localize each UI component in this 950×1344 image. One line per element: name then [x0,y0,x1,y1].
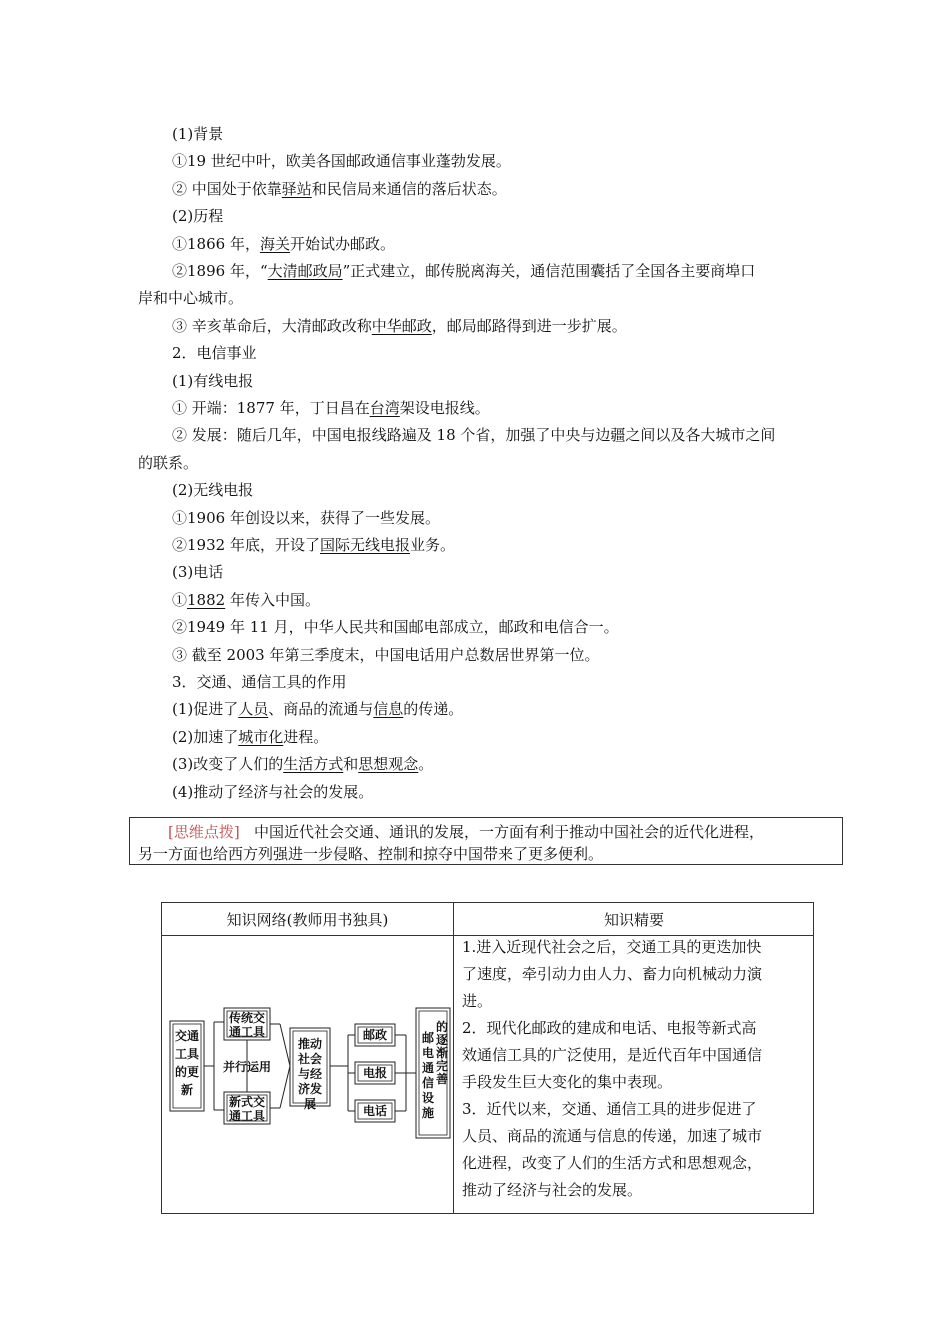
tip-line-2: 另一方面也给西方列强进一步侵略、控制和掠夺中国带来了更多便利。 [138,845,604,863]
underlined-answer: 生活方式 [283,755,344,774]
essentials-line: 了速度，牵引动力由人力、畜力向机械动力演 [462,965,763,983]
box3-text: 通工具 [228,1109,266,1123]
text-segment: ②1896 年，“ [172,262,268,280]
text-line [172,727,328,747]
text-segment: 的联系。 [138,453,199,472]
text-segment: ②1949 年 11 月，中华人民共和国邮电部成立，邮政和电信合一。 [172,618,619,637]
box5-col1: 通 [421,1061,435,1075]
text-line [172,234,395,254]
text-segment: 3．交通、通信工具的作用 [172,673,347,691]
text-line [172,480,253,500]
text-line [172,179,507,199]
underlined-answer: 大清邮政局 [267,262,343,280]
underlined-answer: 人员 [238,700,269,719]
text-segment: 架设电报线。 [399,399,490,417]
text-segment: 。 [418,755,434,774]
text-segment: ② 中国处于依靠 [172,179,282,198]
text-line [172,343,257,363]
text-line [172,398,490,418]
text-line [172,754,433,774]
box5-col1: 电 [421,1046,435,1060]
item-text: 邮政 [362,1028,388,1042]
item-text: 电话 [362,1104,388,1118]
text-segment: (3)电话 [172,563,224,582]
text-segment: ① [172,590,188,609]
text-line [172,590,320,610]
tip-tag: [思维点拨] [168,823,240,841]
item-text: 电报 [362,1066,388,1080]
essentials-line: 化进程，改变了人们的生活方式和思想观念， [462,1154,763,1172]
essentials-line: 2．现代化邮政的建成和电话、电报等新式高 [462,1019,757,1037]
text-line [172,425,775,445]
underlined-answer: 国际无线电报 [319,536,410,554]
essentials-line: 人员、商品的流通与信息的传递，加速了城市 [462,1127,763,1145]
text-segment: (1)有线电报 [172,371,254,390]
box4-text: 济发 [297,1082,323,1096]
box1-text: 的更 [174,1065,200,1079]
underlined-answer: 驿站 [281,179,312,198]
essentials-line: 推动了经济与社会的发展。 [462,1181,643,1199]
text-segment: 岸和中心城市。 [138,289,244,308]
underlined-answer: 海关 [259,234,290,253]
text-segment: 和 [343,755,359,774]
text-segment: (2)历程 [172,207,224,226]
text-line [138,453,198,473]
box5-col1: 邮 [421,1031,435,1045]
box1-text: 交通 [174,1029,200,1043]
text-segment: ①1866 年， [172,234,260,253]
table-column-divider [453,903,454,1213]
box5-col2: 渐 [435,1046,449,1060]
text-line [172,124,223,144]
text-segment: 进程。 [283,727,329,746]
text-segment: (3)改变了人们的 [172,755,284,774]
text-line [172,151,511,171]
knowledge-table [161,902,814,1214]
text-line [172,672,347,692]
thinking-tip-box [129,817,843,865]
box1-text: 工具 [174,1047,200,1061]
box4-text: 社会 [297,1052,323,1066]
tip-line-1 [168,821,764,842]
text-line [172,261,755,281]
text-line [172,206,223,226]
connector [280,1066,290,1108]
essentials-line: 1.进入近现代社会之后，交通工具的更迭加快 [462,938,762,956]
box4-text: 推动 [297,1037,323,1051]
text-segment: 、商品的流通与 [268,700,374,719]
text-line [172,316,627,336]
essentials-line: 效通信工具的广泛使用，是近代百年中国通信 [462,1046,763,1064]
text-segment: (1)促进了 [172,700,239,719]
tip-text-1: 中国近代社会交通、通讯的发展，一方面有利于推动中国社会的近代化进程， [254,823,765,841]
text-segment: ①1906 年创设以来，获得了一些发展。 [172,508,440,527]
text-line [172,699,463,719]
box5-col1: 信 [421,1076,435,1090]
text-segment: 和民信局来通信的落后状态。 [311,179,507,198]
box2-text: 通工具 [228,1025,266,1039]
text-segment: 2．电信事业 [172,344,257,363]
box5-col2: 逐 [435,1033,449,1047]
text-segment: ”正式建立，邮传脱离海关，通信范围囊括了全国各主要商埠口 [342,262,756,280]
text-line [172,371,253,391]
box2-text: 传统交 [228,1011,266,1025]
box1-text: 新 [180,1083,194,1097]
box5-col2: 善 [435,1072,449,1086]
text-line [172,645,599,665]
mid-label: 并行运用 [222,1060,272,1074]
underlined-answer: 城市化 [238,727,284,746]
text-segment: ②1932 年底，开设了 [172,536,320,554]
box3-text: 新式交 [228,1095,266,1109]
text-segment: 业务。 [409,536,455,554]
essentials-line: 手段发生巨大变化的集中表现。 [462,1073,673,1091]
text-line [138,288,243,308]
underlined-answer: 信息 [373,700,404,719]
header-knowledge-network: 知识网络(教师用书独具) [226,911,389,929]
underlined-answer: 台湾 [369,399,400,417]
text-segment: ，邮局邮路得到进一步扩展。 [431,316,627,335]
box5-col2: 完 [435,1059,449,1073]
text-segment: (2)无线电报 [172,481,254,500]
text-segment: 年传入中国。 [225,590,320,609]
underlined-answer: 1882 [187,590,226,609]
box5-col1: 设 [421,1091,435,1105]
box4-text: 与经 [297,1067,323,1081]
box5-col1: 施 [421,1106,435,1120]
text-segment: 的传递。 [403,700,464,719]
text-segment: ①19 世纪中叶，欧美各国邮政通信事业蓬勃发展。 [172,152,511,171]
header-knowledge-essentials: 知识精要 [603,911,664,929]
text-line [172,535,455,555]
text-segment: 开始试办邮政。 [289,234,395,253]
text-line [172,617,619,637]
text-line [172,562,223,582]
text-line [172,508,440,528]
text-segment: (4)推动了经济与社会的发展。 [172,782,374,801]
text-segment: ② 发展：随后几年，中国电报线路遍及 18 个省，加强了中央与边疆之间以及各大城市之间 [172,426,776,445]
connector [280,1024,290,1066]
underlined-answer: 思想观念 [358,755,419,774]
box4-text: 展 [303,1097,317,1111]
text-segment: ① 开端：1877 年，丁日昌在 [172,399,370,417]
text-line [172,782,373,802]
underlined-answer: 中华邮政 [371,316,432,335]
text-segment: ③ 辛亥革命后，大清邮政改称 [172,316,372,335]
text-segment: (1)背景 [172,125,224,143]
box5-col2: 的 [435,1020,449,1034]
essentials-line: 进。 [462,992,493,1010]
text-segment: ③ 截至 2003 年第三季度末，中国电话用户总数居世界第一位。 [172,645,600,664]
essentials-line: 3．近代以来，交通、通信工具的进步促进了 [462,1100,757,1118]
text-segment: (2)加速了 [172,727,239,746]
knowledge-network-diagram [162,936,453,1214]
